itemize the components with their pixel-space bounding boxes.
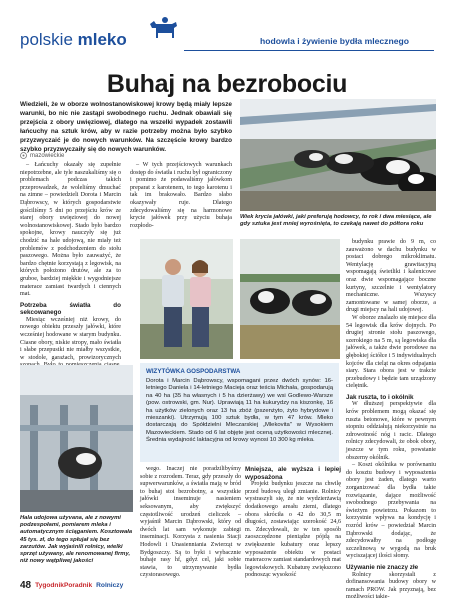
paragraph: wego. Inaczej nie poradzilibyśmy sobie z rozrodem. Teraz, gdy przeszły do supwerwarunków, a światła mają w bród to buhaj stoi bezrobotny, a wszystkie jałówki inseminuje nasieniem seksowanym, aby zwiększyć częstotliwość urodzeń cieliczek – wyjaśnił Marcin Dąbrowski, który od dwóch lat sam wykonuje zabiegi inseminacji. Korzysta z nasienia Stacji Hodowli i Unasienniania Zwierząt w Bydgoszczy. Są to byki i wybacznie buhaje rasy hf, gdyż cel, jaki sobie stawia, to utrzymywanie bydła czystorasowego. xyxy=(140,466,241,579)
subheading: Mniejsza, ale wyższa i lepiej wyposażona xyxy=(245,466,341,481)
paragraph: Rolnicy skorzystali z dofinansowania budowy obory w ramach PROW. Jak przyznają, bez możliwości takie- xyxy=(346,571,436,600)
photo-caption: Hala udojowa użyvana, ale z nowymi podzespołami, pomiarem mleka i automatycznym ściąganiem. Kosztowała 45 tys. zł, do tego spłujał się bez zarzutów. Jak wyjaśnili rolnicy, wielki sprzęt używany, ale renomowanej firmy, niż nowy wątpliwej jakości xyxy=(20,515,133,565)
page-footer xyxy=(20,580,123,591)
paragraph: budynku prawie do 9 m, co zauważono w dachu budynku w postaci dobrego mikroklimatu. Wentylację grawitacyjną wspomagają świetliki i kalenicowe oraz dwie wspomagające boczne kurtyny, szczelnie i wentylatory mechaniczne. Wszyscy zamontowane w samej oborze, a drugi miejscy na hali udojowej. xyxy=(346,239,436,314)
column-4 xyxy=(140,466,241,580)
location-icon xyxy=(20,152,27,159)
publication-name-2: Rolniczy xyxy=(96,582,124,589)
paragraph: W oborze znalazło się miejsce dla 54 legowisk dla krów dojnych. Po drugiej stronie stołu paszowego, szerokiego na 5 m, są legowiska dla jałówek, a także dwie porodowe na głębokiej ściółce i 5 indywidualnych kojców dla cieląt na okres odpajania siary. Stara obora jest w trakcie przebudowy i będzie tam urządzony cielętnik. xyxy=(346,314,436,390)
paragraph: – Łańcuchy okazały się zupełnie niepotrzebne, ale tyle naszukaliśmy się o problemach podczas takich przeprowadzek, że woleliśmy dmuchać na zimne – powiedzieli Dorota i Marcin Dąbrowscy, w których gospodarstwie gościliśmy 5 dni po przejściu krów ze starej obory uwięziowej do nowej wolnostanowiskowej. Stado było bardzo spokojne, krowy nauczyły się już chodzić na hale udojową, nie miały też problemów z podchodzeniem do stołu paszowego. Można było zauważyć, że bardzo chętnie korzystają z legowisk, na których położono drutów, ale za to gruboe, bardziej miękkie i wygodniejsze materace zamiast twardych i ciennych mat. xyxy=(20,162,121,298)
brand-bold: mleko xyxy=(77,30,127,49)
page-header xyxy=(0,0,454,62)
column-5 xyxy=(245,466,341,580)
column-1 xyxy=(20,162,121,378)
subheading: Używanie nie znaczy złe xyxy=(346,563,419,571)
photo-feeding-cows xyxy=(240,239,340,359)
page-number: 48 xyxy=(20,580,32,591)
paragraph: – W tych przejściowych warunkach dostęp do światła i ruchu był ograniczony i pomimo że podawaliśmy jałówkom preparat z karotenem, to tego karotenu i tak im brakowało. Bardzo słabo okazywały ruje. Dlatego zdecydowaliśmy się na harmonowe krycie jałówek przy użyciu buhaja rozpłodo- xyxy=(130,162,232,229)
paragraph: – Koszt okólnika w porównaniu do kosztu budowy i wyposażenia obory jest żaden, dlatego warto zorganizować dla bydła takie rozwiązanie, dające możliwość swobodnego przebywania na świeżym powietrzu. Pokazom to korzystnie wpływa na kondycję i rozród krów – powiedział Marcin Dąbrowski dodając, że zdecydowałby na podłogę szczelinową w wygodą na bruk wyciszającej ilości słomy. xyxy=(346,462,436,560)
photo-caption: Wiek krycia jałówki, jaki preferują hodowcy, to rok i dwa miesiące, ale gdy sztuka jest mniej wyrośnięta, to czekają nawet do półtora roku xyxy=(240,214,432,228)
brand-logo xyxy=(20,30,127,50)
paragraph: Miesiąc wcześniej niż krowy, do nowego obiektu przeszły jałówki, które wcześniej hodowane w starym budynku. Ciasne obory, niskie stropy, mało światła i słabe przepustki nie miałby wszystkie, w stodole, garażach, prowizorycznych xyxy=(20,316,121,361)
brand-light: polskie xyxy=(20,30,78,49)
photo-milking-parlour xyxy=(20,365,133,512)
subheading: Jak ruszta, to i okólnik xyxy=(346,393,414,401)
paragraph: Projekt budynku jeszcze na chwilę przed budową uległ zmianie. Rolnicy wystraszyli się, że nie wydzierżawią dodatkowego areału ziemi, dlatego obora skróciła o 42 do 30,5 m długości, zostawiając szerokość 24,6 m. Zdecydowali, że w ten sposób zaoszczędzone pieniądze pójdą na zwiększenie kubatury oraz lepszy wyposażenie obiektu w postaci materacow zamiast standardowych mat legowiskowych. Kubaturę zwiększono podnosząc wysokość xyxy=(245,481,341,579)
farm-info-box xyxy=(140,363,339,462)
cow-icon xyxy=(146,16,180,46)
box-text: Dorota i Marcin Dąbrowscy, wspomagani przez dwóch synów: 16-letniego Daniela i 14-letniego Macieja oraz teścia Michała, gospodarują na 40 ha (35 ha własnych i 5 ha dzierżawy) we wsi Godlewo-Warsze (pow. ostrowski, gm. Nur). Uprawiają 11 ha kukurydzy na kiszonkę, 16 ha użytków zielonych oraz 13 ha zbóż (pszenżyto, żyto hybrydowe i mieszanki). Utrzymują 100 sztuk bydła, w tym 47 krów. Mleko dostarczają do Spółdzielni Mleczarskiej „Mlekovita" w Wysokiem Mazowieckiem. Stado od 6 lat objęte jest oceną użytkowości mlecznej. Średnia wydajność laktacyjna od krowy wynosi 10 300 kg mleka. xyxy=(146,378,333,444)
source-label: mazowieckie xyxy=(30,152,65,159)
paragraph: W dłuższej perspektywie dla krów problemem mogą okazać się ruszta betonowe, które w pewnym stopniu oddziałują niekorzystnie na zdrowotność nóg i racic. Dlatego rolnicy zdecydowali, że obok obory, jeszcze w tym roku, powstanie obszerny okólnik. xyxy=(346,401,436,461)
article-source xyxy=(20,152,64,159)
section-tag: hodowla i żywienie bydła mlecznego xyxy=(260,36,409,46)
photo-farmers xyxy=(140,239,233,359)
subheading: Potrzeba światła do sekcowanego xyxy=(20,301,121,317)
box-title: WIZYTÓWKA GOSPODARSTWA xyxy=(146,368,241,375)
header-rule xyxy=(184,50,434,51)
photo-barn-cows xyxy=(240,99,436,211)
article-lead: Wiedzieli, że w oborze wolnostanowiskowej krowy będą miały lepsze warunki, bo nic nie zastąpi swobodnego ruchu. Jednak obawiali się przejścia z obory uwięziowej, dlatego na wszelki wypadek zostawili łańcuchy na sztuk krów, aby w razie potrzeby można było szybko przyzwyczaić je do nowych warunków. Na szczęście krowy bardzo szybko przyzwyczaiły się do nowych warunków. xyxy=(20,101,232,153)
article-title: Buhaj na bezrobociu xyxy=(106,70,348,98)
column-2 xyxy=(130,162,232,230)
column-3 xyxy=(346,239,436,600)
publication-name: TygodnikPoradnik xyxy=(35,582,93,589)
